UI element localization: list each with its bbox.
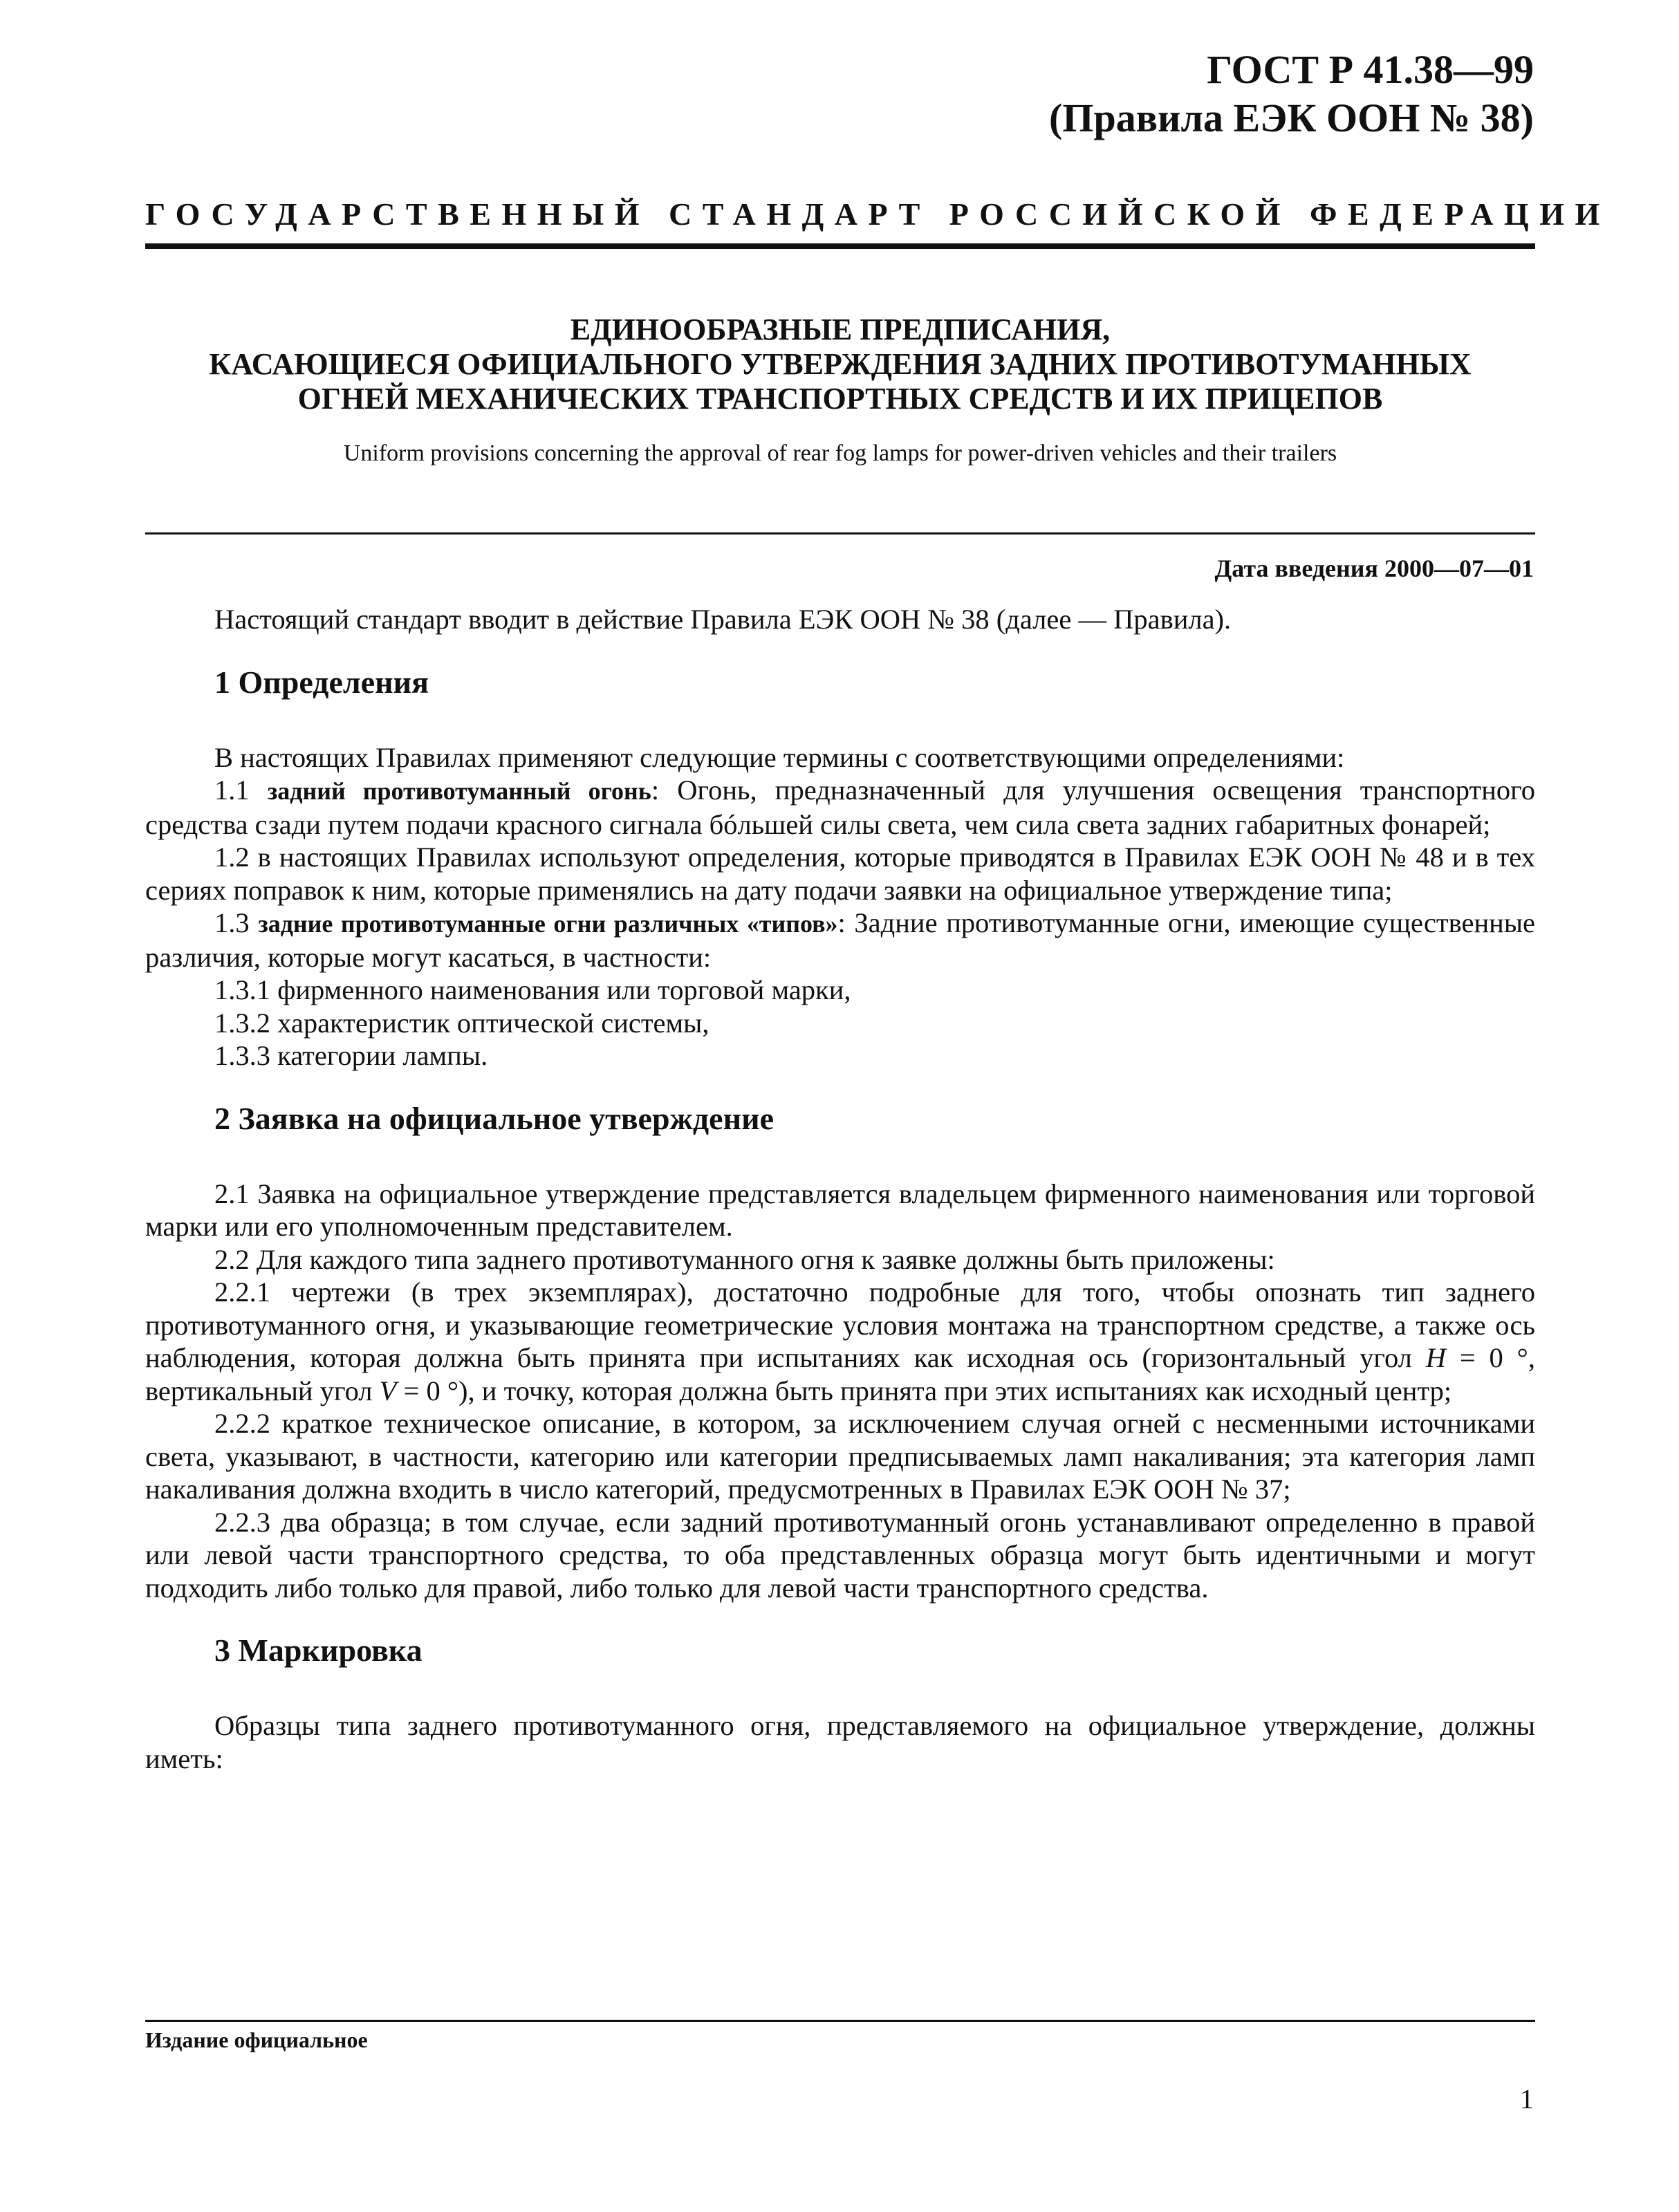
edition-label: Издание официальное	[145, 2027, 368, 2052]
document-title	[145, 313, 1535, 416]
clause-2-2: 2.2 Для каждого типа заднего противотуманного огня к заявке должны быть приложены:	[214, 1243, 1275, 1275]
section-1-lead: В настоящих Правилах применяют следующие термины с соответствующими определениями:	[214, 741, 1345, 773]
title-divider	[145, 532, 1535, 535]
section-2-heading: 2 Заявка на официальное утверждение	[214, 1100, 774, 1136]
section-1-heading: 1 Определения	[214, 664, 429, 700]
clause-1-1: 1.1 задний противотуманный огонь: Огонь, предназначенный для улучшения освещения транспортного средства сзади путем подачи красного сигнала бóльшей силы света, чем сила света задних габаритных фонарей;	[145, 774, 1535, 840]
state-standard-heading: ГОСУДАРСТВЕННЫЙ СТАНДАРТ РОССИЙСКОЙ ФЕДЕРАЦИИ	[145, 196, 1611, 232]
clause-3-lead: Образцы типа заднего противотуманного огня, представляемого на официальное утверждение, должны иметь:	[145, 1710, 1535, 1774]
clause-2-2-1: 2.2.1 чертежи (в трех экземплярах), достаточно подробные для того, чтобы опознать тип заднего противотуманного огня, и указывающие геометрические условия монтажа на транспортном средстве, а также ось наблюдения, которая должна быть принята при испытаниях как исходная ось (горизонтальный угол H = 0 °, вертикальный угол V = 0 °), и точку, которая должна быть принята при этих испытаниях как исходный центр;	[145, 1276, 1535, 1406]
clause-2-2-2: 2.2.2 краткое техническое описание, в котором, за исключением случая огней с несменными источниками света, указывают, в частности, категорию или категории предписываемых ламп накаливания; эта категория ламп накаливания должна входить в число категорий, предусмотренных в Правилах ЕЭК ООН № 37;	[145, 1408, 1535, 1505]
clause-1-3-3: 1.3.3 категории лампы.	[214, 1040, 488, 1071]
title-line-1: ЕДИНООБРАЗНЫЕ ПРЕДПИСАНИЯ,	[570, 313, 1111, 346]
clause-1-3: 1.3 задние противотуманные огни различных «типов»: Задние противотуманные огни, имеющие существенные различия, которые могут касаться, в частности:	[145, 907, 1536, 973]
gost-number: ГОСТ Р 41.38—99	[1207, 47, 1534, 92]
section-3-heading: 3 Маркировка	[214, 1633, 423, 1668]
page-number: 1	[1520, 2083, 1534, 2115]
term-rear-fog-lamp: задний противотуманный огонь	[267, 777, 651, 805]
clause-2-2-3: 2.2.3 два образца; в том случае, если задний противотуманный огонь устанавливают определенно в правой или левой части транспортного средства, то оба представленных образца могут быть идентичными и могут подходить либо только для правой, либо только для левой части транспортного средства.	[145, 1506, 1535, 1604]
clause-1-3-1: 1.3.1 фирменного наименования или торговой марки,	[214, 974, 851, 1005]
clause-1-3-2: 1.3.2 характеристик оптической системы,	[214, 1007, 709, 1039]
title-line-2: КАСАЮЩИЕСЯ ОФИЦИАЛЬНОГО УТВЕРЖДЕНИЯ ЗАДНИХ ПРОТИВОТУМАННЫХ	[209, 347, 1472, 381]
document-body	[145, 603, 1535, 1775]
english-title: Uniform provisions concerning the approval of rear fog lamps for power-driven vehicles and their trailers	[343, 440, 1337, 466]
footer-divider	[145, 2020, 1535, 2022]
intro-paragraph: Настоящий стандарт вводит в действие Правила ЕЭК ООН № 38 (далее — Правила).	[214, 604, 1232, 635]
term-lamp-types: задние противотуманные огни различных «типов»	[258, 910, 838, 938]
regulation-reference: (Правила ЕЭК ООН № 38)	[1049, 95, 1534, 140]
header-divider	[145, 243, 1535, 249]
clause-2-1: 2.1 Заявка на официальное утверждение представляется владельцем фирменного наименования или торговой марки или его уполномоченным представителем.	[145, 1178, 1535, 1242]
clause-1-2: 1.2 в настоящих Правилах используют определения, которые приводятся в Правилах ЕЭК ООН № 48 и в тех сериях поправок к ним, которые применялись на дату подачи заявки на официальное утверждение типа;	[145, 842, 1535, 906]
introduction-date: Дата введения 2000—07—01	[1214, 555, 1534, 582]
title-line-3: ОГНЕЙ МЕХАНИЧЕСКИХ ТРАНСПОРТНЫХ СРЕДСТВ И ИХ ПРИЦЕПОВ	[297, 382, 1383, 416]
gost-designation	[1049, 46, 1534, 142]
